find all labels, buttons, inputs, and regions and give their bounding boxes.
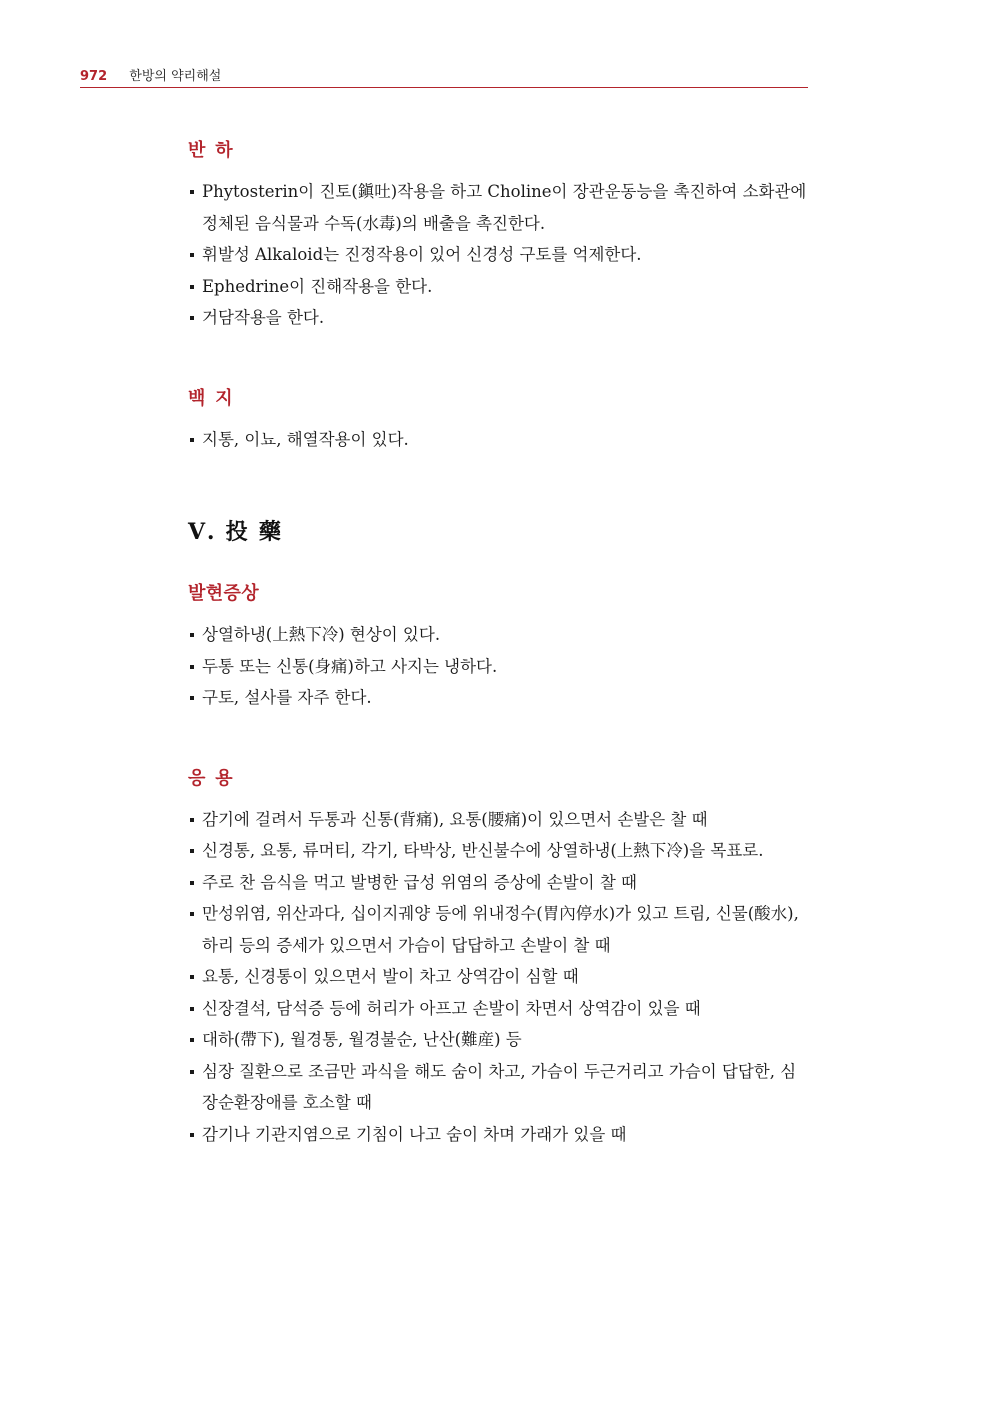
list-item: 만성위염, 위산과다, 십이지궤양 등에 위내정수(胃內停水)가 있고 트림, 신물(酸水), 하리 등의 증세가 있으면서 가슴이 답답하고 손발이 찰 때 [188, 898, 812, 961]
list-item: 주로 찬 음식을 먹고 발병한 급성 위염의 증상에 손발이 찰 때 [188, 867, 812, 899]
list-item: 신장결석, 담석증 등에 허리가 아프고 손발이 차면서 상역감이 있을 때 [188, 993, 812, 1025]
list-usage [188, 804, 812, 1151]
list-item: 감기에 걸려서 두통과 신통(背痛), 요통(腰痛)이 있으면서 손발은 찰 때 [188, 804, 812, 836]
heading-baekji: 백지 [188, 387, 243, 409]
list-baekji [188, 424, 812, 456]
list-banha [188, 176, 812, 334]
list-item: 두통 또는 신통(身痛)하고 사지는 냉하다. [188, 651, 812, 683]
list-item: 감기나 기관지염으로 기침이 나고 숨이 차며 가래가 있을 때 [188, 1119, 812, 1151]
section-heading-tuyak: Ⅴ. 投 藥 [188, 519, 283, 545]
list-item: 대하(帶下), 월경통, 월경불순, 난산(難産) 등 [188, 1024, 812, 1056]
list-item: 구토, 설사를 자주 한다. [188, 682, 812, 714]
list-item: 심장 질환으로 조금만 과식을 해도 숨이 차고, 가슴이 두근거리고 가슴이 답답한, 심장순환장애를 호소할 때 [188, 1056, 812, 1119]
list-item: Ephedrine이 진해작용을 한다. [188, 271, 812, 303]
page-content [188, 136, 812, 1150]
list-item: 지통, 이뇨, 해열작용이 있다. [188, 424, 812, 456]
list-symptoms [188, 619, 812, 714]
heading-symptoms: 발현증상 [188, 583, 259, 604]
list-item: 신경통, 요통, 류머티, 각기, 타박상, 반신불수에 상열하냉(上熱下冷)을 목표로. [188, 835, 812, 867]
page-number: 972 [80, 69, 108, 84]
list-item: 거담작용을 한다. [188, 302, 812, 334]
list-item: 요통, 신경통이 있으면서 발이 차고 상역감이 심할 때 [188, 961, 812, 993]
book-title: 한방의 약리해설 [129, 69, 222, 84]
heading-banha: 반하 [188, 140, 243, 161]
page-header [80, 66, 808, 88]
list-item: 상열하냉(上熱下冷) 현상이 있다. [188, 619, 812, 651]
list-item: Phytosterin이 진토(鎭吐)작용을 하고 Choline이 장관운동능을 촉진하여 소화관에 정체된 음식물과 수독(水毒)의 배출을 촉진한다. [188, 176, 812, 239]
list-item: 휘발성 Alkaloid는 진정작용이 있어 신경성 구토를 억제한다. [188, 239, 812, 271]
heading-usage: 응용 [188, 767, 243, 789]
